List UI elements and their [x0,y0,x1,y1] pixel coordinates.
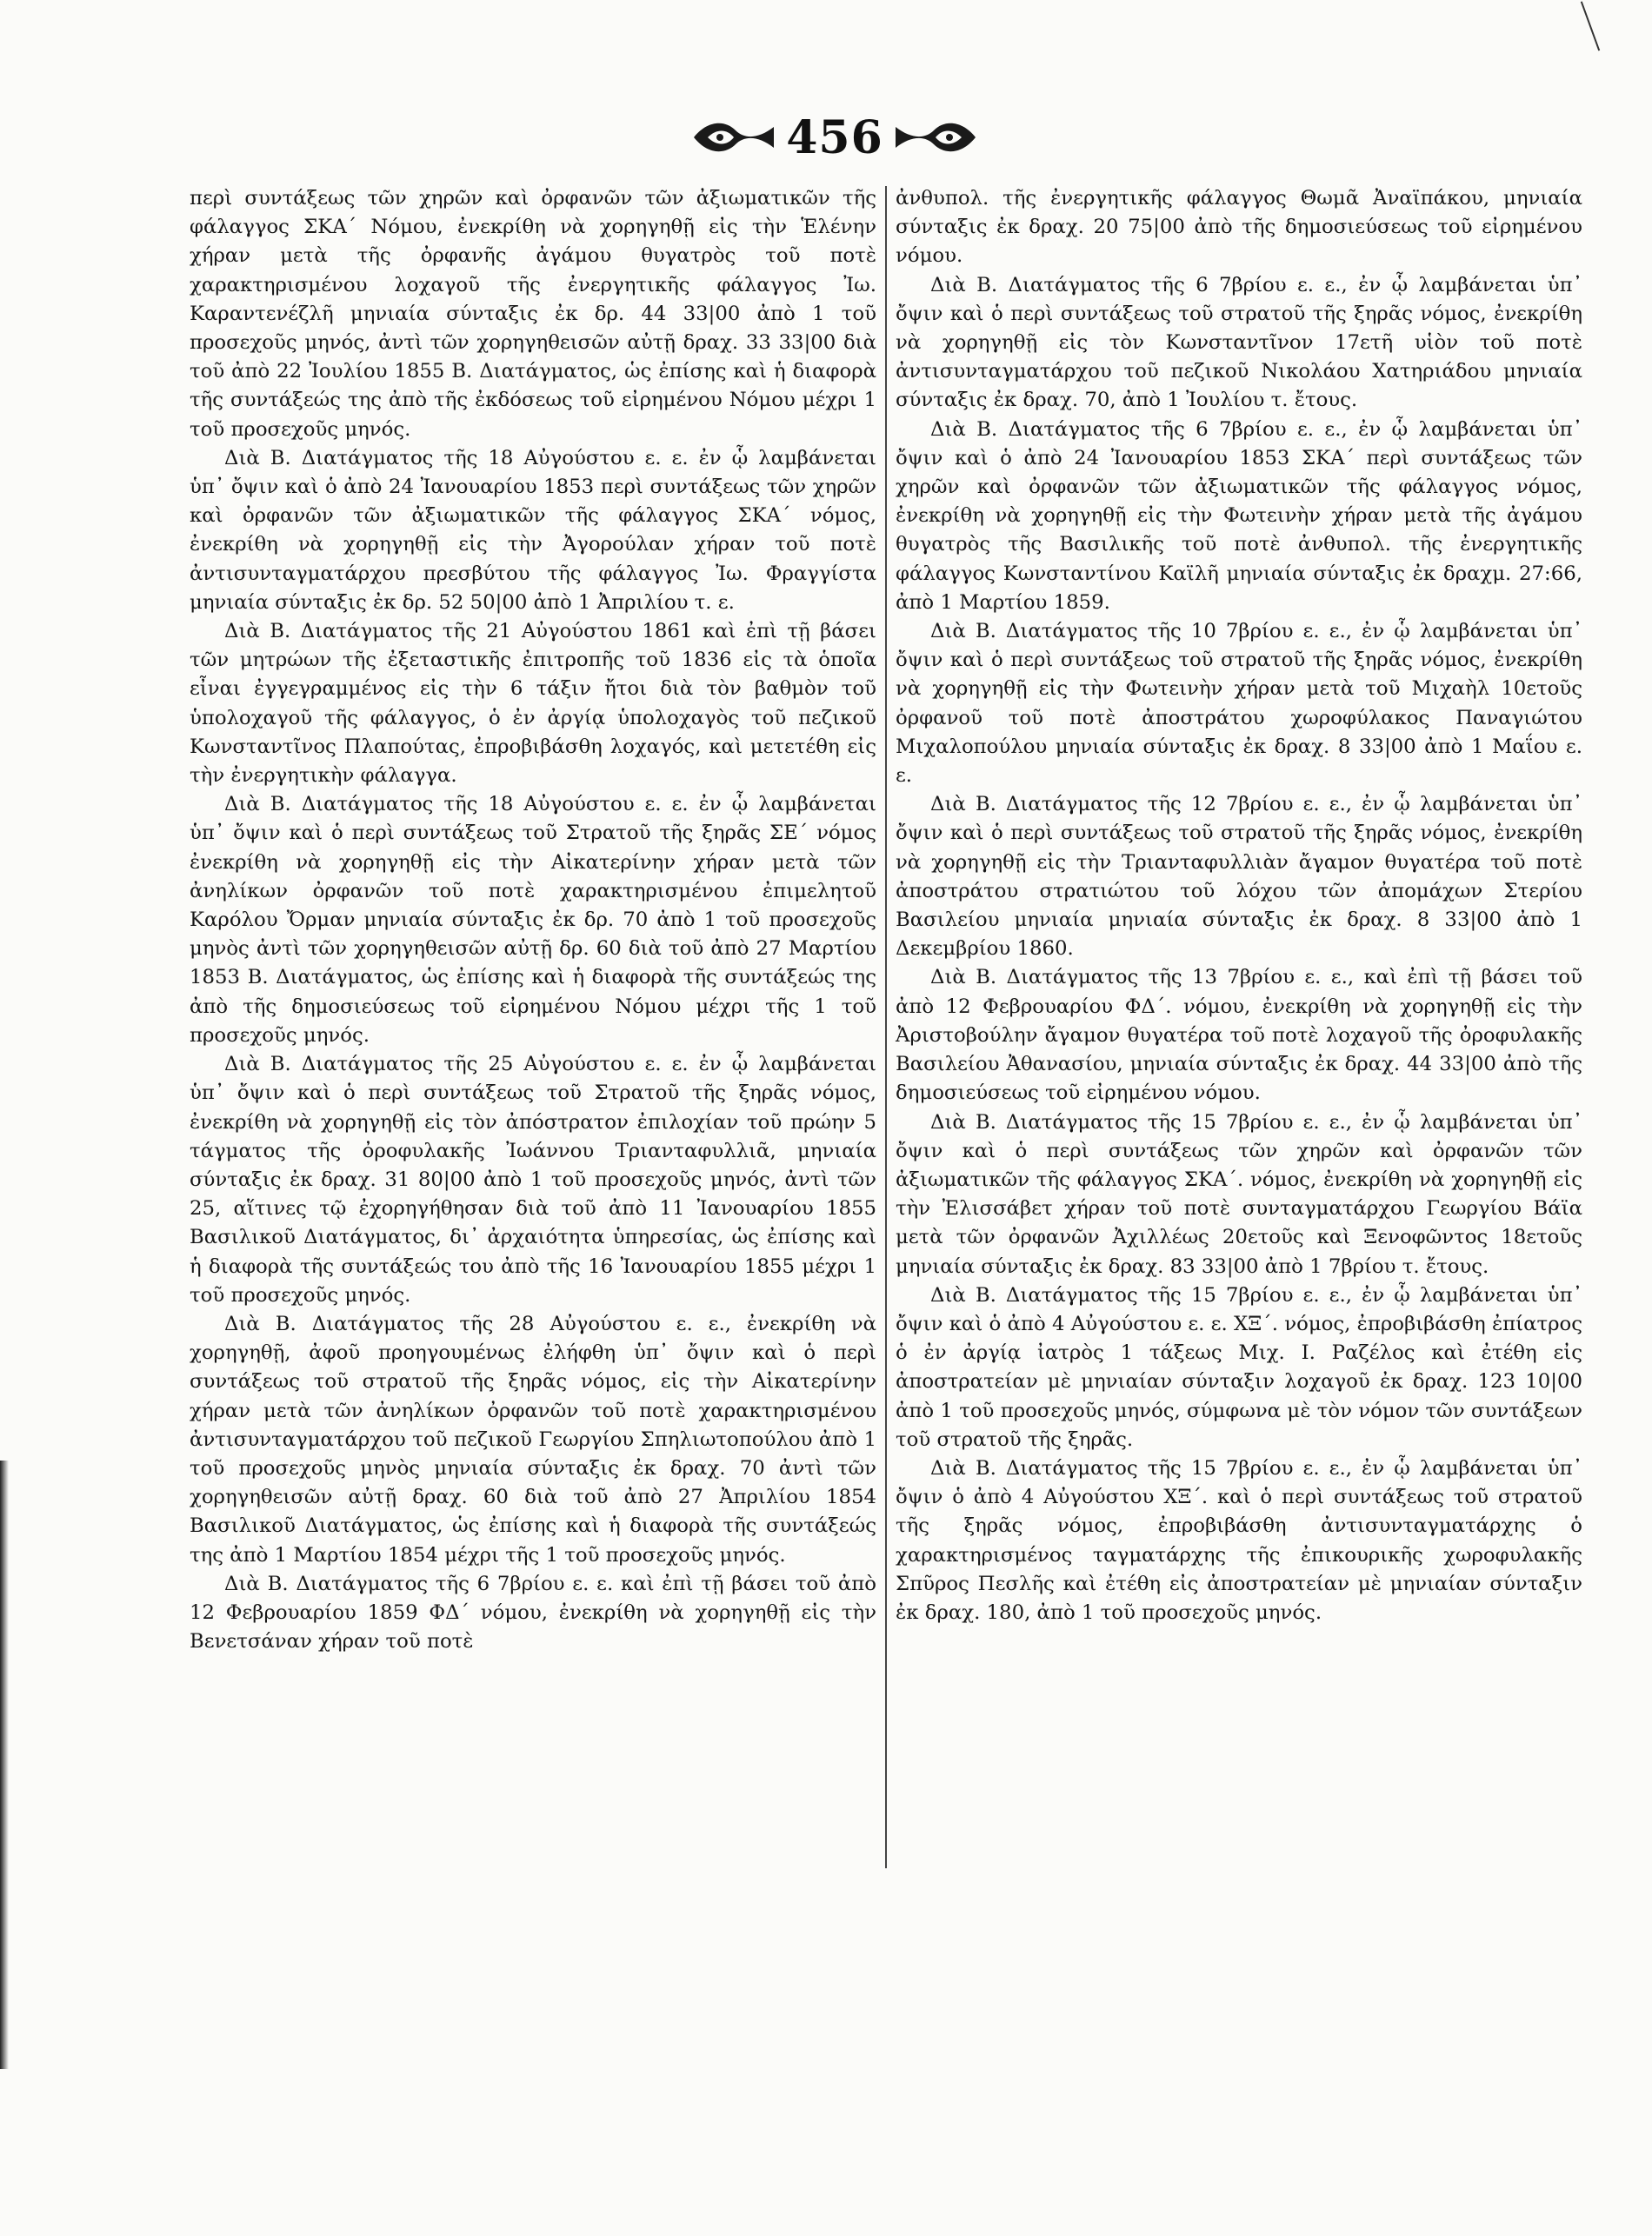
paragraph: Διὰ Β. Διατάγματος τῆς 18 Αὐγούστου ε. ε. ἐν ᾧ λαμβάνεται ὑπ᾽ ὄψιν καὶ ὁ ἀπὸ 24 Ἰανουαρίου 1853 περὶ συντάξεως τῶν χηρῶν καὶ ὀρφανῶν τῶν ἀξιωματικῶν τῆς φάλαγγος ΣΚΑ΄ νόμος, ἐνεκρίθη νὰ χορηγηθῇ εἰς τὴν Ἀγορούλαν χήραν τοῦ ποτὲ ἀντισυνταγματάρχου πρεσβύτου τῆς φάλαγγος Ἰω. Φραγγίστα μηνιαία σύνταξις ἐκ δρ. 52 50|00 ἀπὸ 1 Ἀπριλίου τ. ε. [190,446,876,614]
paragraph: Διὰ Β. Διατάγματος τῆς 15 7βρίου ε. ε., ἐν ᾧ λαμβάνεται ὑπ᾽ ὄψιν καὶ ὁ ἀπὸ 4 Αὐγούστου ε. ε. ΧΞ΄. νόμος, ἐπροβιβάσθη ἐπίατρος ὁ ἐν ἀργίᾳ ἰατρὸς 1 τάξεως Μιχ. Ι. Ραζέλος καὶ ἐτέθη εἰς ἀποστρατείαν μὲ μηνιαίαν σύνταξιν λοχαγοῦ ἐκ δραχ. 123 10|00 ἀπὸ 1 τοῦ προσεχοῦς μηνός, σύμφωνα μὲ τὸν νόμον τῶν συντάξεων τοῦ στρατοῦ τῆς ξηρᾶς. [896,1283,1582,1451]
paragraph: Διὰ Β. Διατάγματος τῆς 15 7βρίου ε. ε., ἐν ᾧ λαμβάνεται ὑπ᾽ ὄψιν ὁ ἀπὸ 4 Αὐγούστου ΧΞ΄. καὶ ὁ περὶ συντάξεως τοῦ στρατοῦ τῆς ξηρᾶς νόμος, ἐπροβιβάσθη ἀντισυνταγματάρχης ὁ χαρακτηρισμένος ταγματάρχης τῆς ἐπικουρικῆς χωροφυλακῆς Σπῦρος Πεσλῆς καὶ ἐτέθη εἰς ἀποστρατείαν μὲ μηνιαίαν σύνταξιν ἐκ δραχ. 180, ἀπὸ 1 τοῦ προσεχοῦς μηνός. [896,1456,1582,1624]
paragraph: Διὰ Β. Διατάγματος τῆς 6 7βρίου ε. ε. καὶ ἐπὶ τῇ βάσει τοῦ ἀπὸ 12 Φεβρουαρίου 1859 ΦΔ΄ νόμου, ἐνεκρίθη νὰ χορηγηθῇ εἰς τὴν Βενετσάναν χήραν τοῦ ποτὲ [190,1572,876,1654]
ornament-flourish-icon [892,118,979,156]
left-column [190,184,876,1656]
paragraph: ἀνθυπολ. τῆς ἐνεργητικῆς φάλαγγος Θωμᾶ Ἀναϊπάκου, μηνιαία σύνταξις ἐκ δραχ. 20 75|00 ἀπὸ τῆς δημοσιεύσεως τοῦ εἰρημένου νόμου. [896,187,1582,268]
page-header [678,103,991,172]
paragraph: Διὰ Β. Διατάγματος τῆς 6 7βρίου ε. ε., ἐν ᾧ λαμβάνεται ὑπ᾽ ὄψιν καὶ ὁ περὶ συντάξεως τοῦ στρατοῦ τῆς ξηρᾶς νόμος, ἐνεκρίθη νὰ χορηγηθῇ εἰς τὸν Κωνσταντῖνον 17ετῆ υἱὸν τοῦ ποτὲ ἀντισυνταγματάρχου τοῦ πεζικοῦ Νικολάου Χατηριάδου μηνιαία σύνταξις ἐκ δραχ. 70, ἀπὸ 1 Ἰουλίου τ. ἔτους. [896,273,1582,412]
paragraph: Διὰ Β. Διατάγματος τῆς 12 7βρίου ε. ε., ἐν ᾧ λαμβάνεται ὑπ᾽ ὄψιν καὶ ὁ περὶ συντάξεως τοῦ στρατοῦ τῆς ξηρᾶς νόμος, ἐνεκρίθη νὰ χορηγηθῇ εἰς τὴν Τριανταφυλλιὰν ἄγαμον θυγατέρα τοῦ ποτὲ ἀποστράτου στρατιώτου τοῦ λόχου τῶν ἀπομάχων Στερίου Βασιλείου μηνιαία μηνιαία σύνταξις ἐκ δραχ. 8 33|00 ἀπὸ 1 Δεκεμβρίου 1860. [896,793,1582,961]
paragraph: περὶ συντάξεως τῶν χηρῶν καὶ ὀρφανῶν τῶν ἀξιωματικῶν τῆς φάλαγγος ΣΚΑ΄ Νόμου, ἐνεκρίθη νὰ χορηγηθῇ εἰς τὴν Ἑλένην χήραν μετὰ τῆς ὀρφανῆς ἀγάμου θυγατρὸς τοῦ ποτὲ χαρακτηρισμένου λοχαγοῦ τῆς ἐνεργητικῆς φάλαγγος Ἰω. Καραντενέζλῆ μηνιαία σύνταξις ἐκ δρ. 44 33|00 ἀπὸ 1 τοῦ προσεχοῦς μηνός, ἀντὶ τῶν χορηγηθεισῶν αὐτῇ δραχ. 33 33|00 διὰ τοῦ ἀπὸ 22 Ἰουλίου 1855 Β. Διατάγματος, ὡς ἐπίσης καὶ ἡ διαφορὰ τῆς συντάξεώς της ἀπὸ τῆς ἐκδόσεως τοῦ εἰρημένου Νόμου μέχρι 1 τοῦ προσεχοῦς μηνός. [190,187,876,441]
paragraph: Διὰ Β. Διατάγματος τῆς 6 7βρίου ε. ε., ἐν ᾧ λαμβάνεται ὑπ᾽ ὄψιν καὶ ὁ ἀπὸ 24 Ἰανουαρίου 1853 ΣΚΑ΄ περὶ συντάξεως τῶν χηρῶν καὶ ὀρφανῶν τῶν ἀξιωματικῶν τῆς φάλαγγος νόμος, ἐνεκρίθη νὰ χορηγηθῇ εἰς τὴν Φωτεινὴν χήραν μετὰ τῆς ἀγάμου θυγατρὸς τῆς Βασιλικῆς τοῦ ποτὲ ἀνθυπολ. τῆς ἐνεργητικῆς φάλαγγος Κωνσταντίνου Καϊλῆ μηνιαία σύνταξις ἐκ δραχμ. 27:66, ἀπὸ 1 Μαρτίου 1859. [896,417,1582,614]
paragraph: Διὰ Β. Διατάγματος τῆς 10 7βρίου ε. ε., ἐν ᾧ λαμβάνεται ὑπ᾽ ὄψιν καὶ ὁ περὶ συντάξεως τοῦ στρατοῦ τῆς ξηρᾶς νόμος, ἐνεκρίθη νὰ χορηγηθῇ εἰς τὴν Φωτεινὴν χήραν μετὰ τοῦ Μιχαὴλ 10ετοῦς ὀρφανοῦ τοῦ ποτὲ ἀποστράτου χωροφύλακος Παναγιώτου Μιχαλοπούλου μηνιαία σύνταξις ἐκ δραχ. 8 33|00 ἀπὸ 1 Μαΐου ε. ε. [896,620,1582,788]
ornament-flourish-icon [690,118,777,156]
paragraph: Διὰ Β. Διατάγματος τῆς 25 Αὐγούστου ε. ε. ἐν ᾧ λαμβάνεται ὑπ᾽ ὄψιν καὶ ὁ περὶ συντάξεως τοῦ Στρατοῦ τῆς ξηρᾶς νόμος, ἐνεκρίθη νὰ χορηγηθῇ εἰς τὸν ἀπόστρατον ἐπιλοχίαν τοῦ πρώην 5 τάγματος τῆς ὀροφυλακῆς Ἰωάννου Τριανταφυλλιᾶ, μηνιαία σύνταξις ἐκ δραχ. 31 80|00 ἀπὸ 1 τοῦ προσεχοῦς μηνός, ἀντὶ τῶν 25, αἵτινες τῷ ἐχορηγήθησαν διὰ τοῦ ἀπὸ 11 Ἰανουαρίου 1855 Βασιλικοῦ Διατάγματος, δι᾽ ἀρχαιότητα ὑπηρεσίας, ὡς ἐπίσης καὶ ἡ διαφορὰ τῆς συντάξεώς του ἀπὸ τῆς 16 Ἰανουαρίου 1855 μέχρι 1 τοῦ προσεχοῦς μηνός. [190,1053,876,1307]
paragraph: Διὰ Β. Διατάγματος τῆς 18 Αὐγούστου ε. ε. ἐν ᾧ λαμβάνεται ὑπ᾽ ὄψιν καὶ ὁ περὶ συντάξεως τοῦ Στρατοῦ τῆς ξηρᾶς ΣΕ΄ νόμος ἐνεκρίθη νὰ χορηγηθῇ εἰς τὴν Αἰκατερίνην χήραν μετὰ τῶν ἀνηλίκων ὀρφανῶν τοῦ ποτὲ χαρακτηρισμένου ἐπιμελητοῦ Καρόλου Ὄρμαν μηνιαία σύνταξις ἐκ δρ. 70 ἀπὸ 1 τοῦ προσεχοῦς μηνὸς ἀντὶ τῶν χορηγηθεισῶν αὐτῇ δρ. 60 διὰ τοῦ ἀπὸ 27 Μαρτίου 1853 Β. Διατάγματος, ὡς ἐπίσης καὶ ἡ διαφορὰ τῆς συντάξεώς της ἀπὸ τῆς δημοσιεύσεως τοῦ εἰρημένου Νόμου μέχρι τῆς 1 τοῦ προσεχοῦς μηνός. [190,793,876,1047]
right-column [896,184,1582,1627]
paragraph: Διὰ Β. Διατάγματος τῆς 15 7βρίου ε. ε., ἐν ᾧ λαμβάνεται ὑπ᾽ ὄψιν καὶ ὁ περὶ συντάξεως τῶν χηρῶν καὶ ὀρφανῶν τῶν ἀξιωματικῶν τῆς φάλαγγος ΣΚΑ΄. νόμος, ἐνεκρίθη νὰ χορηγηθῇ εἰς τὴν Ἐλισσάβετ χήραν τοῦ ποτὲ συνταγματάρχου Γεωργίου Βάϊα μετὰ τῶν ὀρφανῶν Ἀχιλλέως 20ετοῦς καὶ Ξενοφῶντος 18ετοῦς μηνιαία σύνταξις ἐκ δραχ. 83 33|00 ἀπὸ 1 7βρίου τ. ἔτους. [896,1110,1582,1278]
paragraph: Διὰ Β. Διατάγματος τῆς 13 7βρίου ε. ε., καὶ ἐπὶ τῇ βάσει τοῦ ἀπὸ 12 Φεβρουαρίου ΦΔ΄. νόμου, ἐνεκρίθη νὰ χορηγηθῇ εἰς τὴν Ἀριστοβούλην ἄγαμον θυγατέρα τοῦ ποτὲ λοχαγοῦ τῆς ὀροφυλακῆς Βασιλείου Ἀθανασίου, μηνιαία σύνταξις ἐκ δραχ. 44 33|00 ἀπὸ τῆς δημοσιεύσεως τοῦ εἰρημένου νόμου. [896,966,1582,1105]
scan-mark [1581,1,1600,50]
column-divider [885,186,887,1868]
scan-edge-shadow [0,1461,9,2069]
page-number: 456 [786,110,883,164]
paragraph: Διὰ Β. Διατάγματος τῆς 28 Αὐγούστου ε. ε., ἐνεκρίθη νὰ χορηγηθῇ, ἀφοῦ προηγουμένως ἐλήφθη ὑπ᾽ ὄψιν καὶ ὁ περὶ συντάξεως τοῦ στρατοῦ τῆς ξηρᾶς νόμος, εἰς τὴν Αἰκατερίνην χήραν μετὰ τῶν ἀνηλίκων ὀρφανῶν τοῦ ποτὲ χαρακτηρισμένου ἀντισυνταγματάρχου τοῦ πεζικοῦ Γεωργίου Σπηλιωτοπούλου ἀπὸ 1 τοῦ προσεχοῦς μηνὸς μηνιαία σύνταξις ἐκ δραχ. 70 ἀντὶ τῶν χορηγηθεισῶν αὐτῇ δραχ. 60 διὰ τοῦ ἀπὸ 27 Ἀπριλίου 1854 Βασιλικοῦ Διατάγματος, ὡς ἐπίσης καὶ ἡ διαφορὰ τῆς συντάξεώς της ἀπὸ 1 Μαρτίου 1854 μέχρι τῆς 1 τοῦ προσεχοῦς μηνός. [190,1312,876,1567]
paragraph: Διὰ Β. Διατάγματος τῆς 21 Αὐγούστου 1861 καὶ ἐπὶ τῇ βάσει τῶν μητρώων τῆς ἐξεταστικῆς ἐπιτροπῆς τοῦ 1836 εἰς τὰ ὁποῖα εἶναι ἐγγεγραμμένος εἰς τὴν 6 τάξιν ἤτοι διὰ τὸν βαθμὸν τοῦ ὑπολοχαγοῦ τῆς φάλαγγος, ὁ ἐν ἀργίᾳ ὑπολοχαγὸς τοῦ πεζικοῦ Κωνσταντῖνος Πλαπούτας, ἐπροβιβάσθη λοχαγός, καὶ μετετέθη εἰς τὴν ἐνεργητικὴν φάλαγγα. [190,620,876,788]
